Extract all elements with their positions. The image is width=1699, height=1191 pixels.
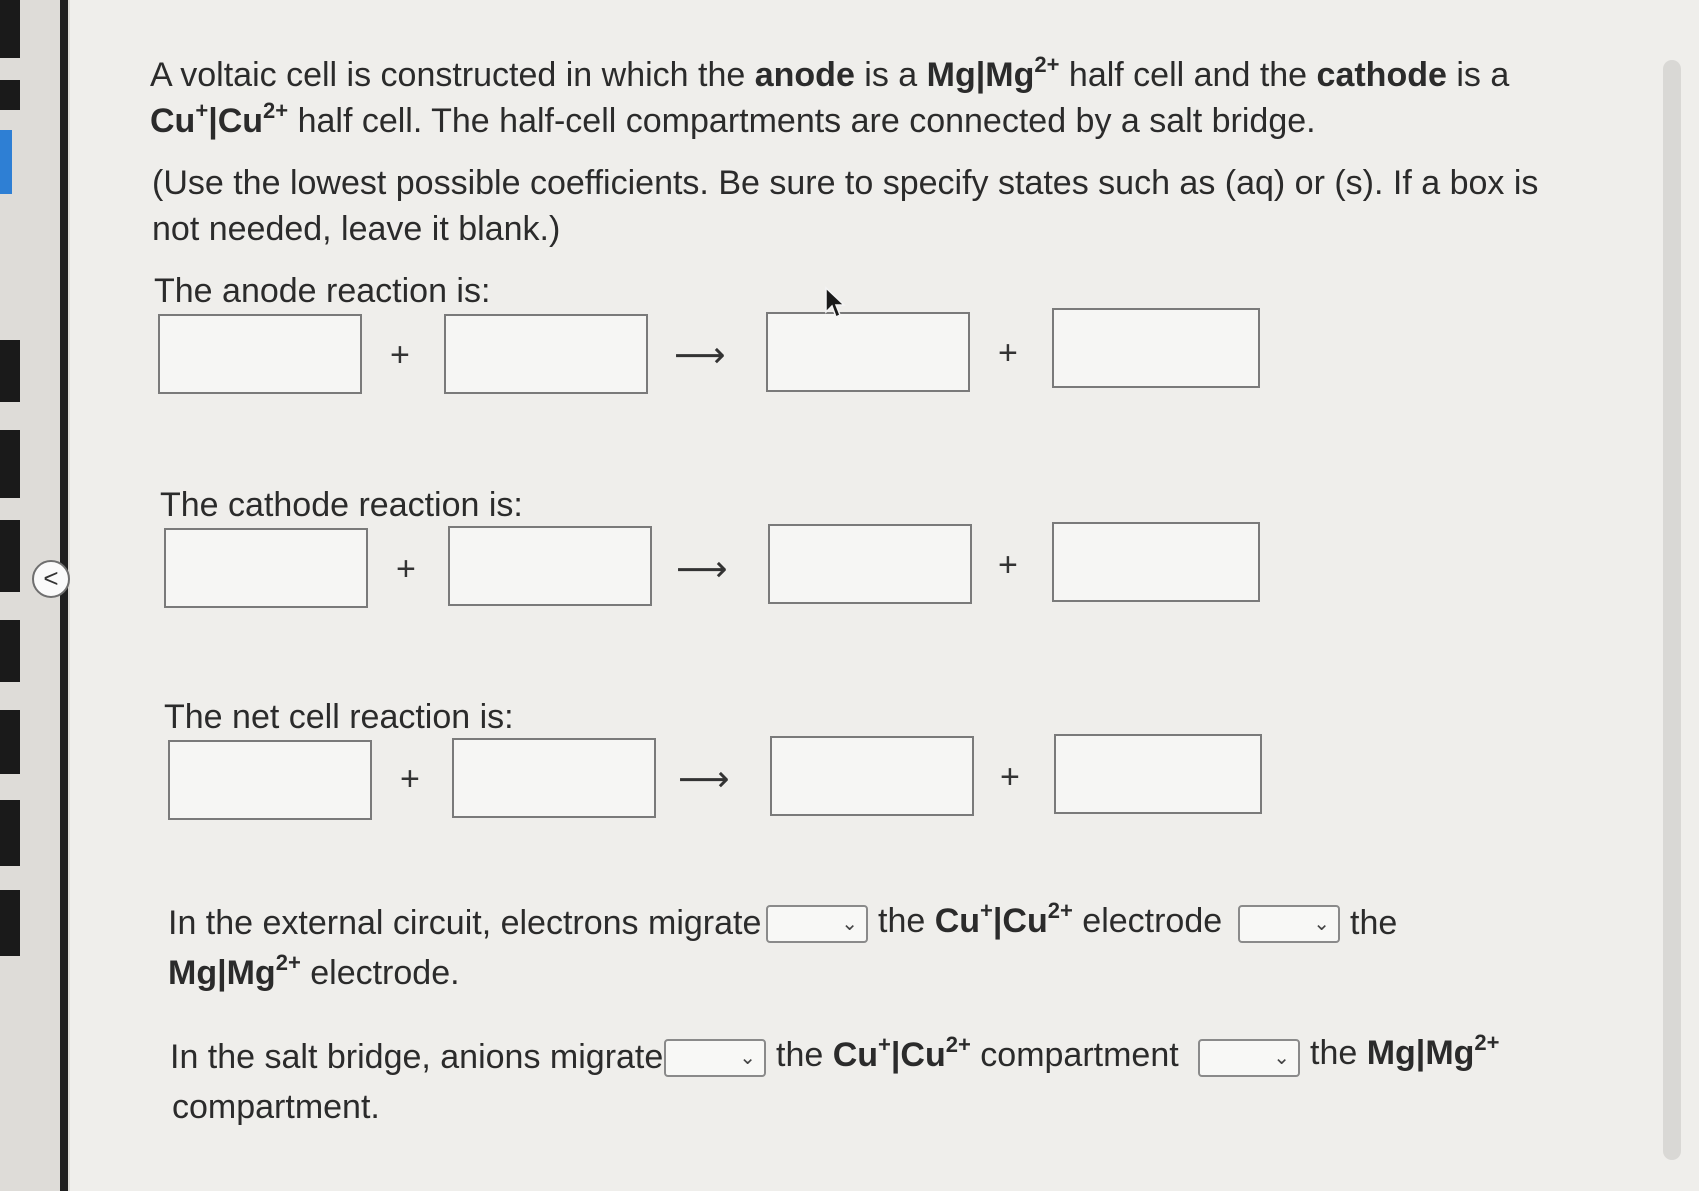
anode-reactant-1-input[interactable]	[158, 314, 362, 394]
anode-product-2-input[interactable]	[1052, 308, 1260, 388]
anode-label: The anode reaction is:	[154, 272, 491, 310]
salt-direction-dropdown-1[interactable]	[664, 1039, 766, 1077]
left-edge-bar	[0, 0, 20, 58]
plus-sign: +	[400, 760, 420, 798]
mg-couple: Mg|Mg	[168, 954, 276, 992]
intro-line-1	[150, 52, 1509, 98]
charge: 2+	[1474, 1030, 1500, 1055]
chevron-down-icon: ⌄	[739, 1047, 756, 1069]
cathode-reactant-2-input[interactable]	[448, 526, 652, 606]
charge: +	[980, 898, 993, 923]
plus-sign: +	[998, 334, 1018, 372]
left-edge-bar	[0, 620, 20, 682]
salt-text: the	[1310, 1034, 1367, 1072]
net-product-2-input[interactable]	[1054, 734, 1262, 814]
cathode-term: cathode	[1316, 56, 1447, 94]
cathode-product-2-input[interactable]	[1052, 522, 1260, 602]
salt-text-line-2: compartment.	[172, 1088, 380, 1126]
charge: 2+	[263, 98, 289, 123]
net-reactant-2-input[interactable]	[452, 738, 656, 818]
anode-term: anode	[754, 56, 855, 94]
cathode-reactant-1-input[interactable]	[164, 528, 368, 608]
charge: +	[878, 1032, 891, 1057]
cu-couple: |Cu	[890, 1036, 946, 1074]
net-label: The net cell reaction is:	[164, 698, 514, 736]
cu-couple: Cu	[934, 902, 981, 940]
plus-sign: +	[1000, 758, 1020, 796]
circuit-text: the	[878, 902, 935, 940]
circuit-direction-dropdown-1[interactable]	[766, 905, 868, 943]
mg-couple: Mg|Mg	[1366, 1034, 1475, 1072]
plus-sign: +	[998, 546, 1018, 584]
cu-couple: |Cu	[992, 902, 1048, 940]
scrollbar[interactable]	[1663, 60, 1681, 1160]
cu-couple: Cu	[832, 1036, 879, 1074]
net-product-1-input[interactable]	[770, 736, 974, 816]
charge: 2+	[275, 950, 301, 975]
left-edge-bar	[0, 340, 20, 402]
net-reactant-1-input[interactable]	[168, 740, 372, 820]
circuit-direction-dropdown-2[interactable]	[1238, 905, 1340, 943]
circuit-text-b	[878, 898, 1222, 944]
salt-text-a: In the salt bridge, anions migrate	[170, 1038, 664, 1076]
chevron-down-icon: ⌄	[841, 913, 858, 935]
intro-line-2	[150, 98, 1316, 144]
mouse-pointer-icon	[824, 286, 846, 320]
circuit-text-line-2	[168, 950, 460, 996]
cu-couple: Cu	[150, 102, 196, 140]
plus-sign: +	[396, 550, 416, 588]
charge: 2+	[1047, 898, 1073, 923]
instructions-line-1: (Use the lowest possible coefficients. Be sure to specify states such as (aq) or (s). If a box is	[152, 164, 1539, 202]
charge: 2+	[1034, 52, 1060, 77]
left-edge-line	[60, 0, 68, 1191]
intro-text: A voltaic cell is constructed in which the	[150, 56, 755, 94]
salt-text: the	[776, 1036, 833, 1074]
cathode-product-1-input[interactable]	[768, 524, 972, 604]
chevron-down-icon: ⌄	[1313, 913, 1330, 935]
charge: +	[195, 98, 209, 123]
cathode-label: The cathode reaction is:	[160, 486, 523, 524]
salt-text: compartment	[970, 1036, 1179, 1074]
mg-couple: Mg|Mg	[926, 56, 1035, 94]
chevron-down-icon: ⌄	[1273, 1047, 1290, 1069]
charge: 2+	[945, 1032, 971, 1057]
circuit-text-a: In the external circuit, electrons migrate	[168, 904, 762, 942]
salt-text-b	[776, 1032, 1179, 1078]
left-edge-bar	[0, 520, 20, 592]
cu-couple: |Cu	[208, 102, 264, 140]
instructions-line-2: not needed, leave it blank.)	[152, 210, 561, 248]
salt-direction-dropdown-2[interactable]	[1198, 1039, 1300, 1077]
left-edge-bar	[0, 80, 20, 110]
reaction-arrow: ⟶	[676, 548, 728, 589]
intro-text: half cell and the	[1059, 56, 1317, 94]
reaction-arrow: ⟶	[678, 758, 730, 799]
left-edge-bar	[0, 710, 20, 774]
salt-text-c	[1310, 1030, 1500, 1076]
intro-text: is a	[1446, 56, 1510, 94]
reaction-arrow: ⟶	[674, 334, 726, 375]
intro-text: half cell. The half-cell compartments are connected by a salt bridge.	[288, 102, 1316, 140]
chevron-left-icon[interactable]: <	[32, 560, 70, 598]
circuit-text-f: the	[1350, 904, 1398, 942]
left-edge-accent	[0, 130, 12, 194]
anode-reactant-2-input[interactable]	[444, 314, 648, 394]
left-edge-bar	[0, 890, 20, 956]
left-edge-bar	[0, 430, 20, 498]
plus-sign: +	[390, 336, 410, 374]
left-edge-bar	[0, 800, 20, 866]
intro-text: is a	[854, 56, 927, 94]
circuit-text: electrode.	[300, 954, 460, 992]
anode-product-1-input[interactable]	[766, 312, 970, 392]
circuit-text: electrode	[1072, 902, 1223, 940]
